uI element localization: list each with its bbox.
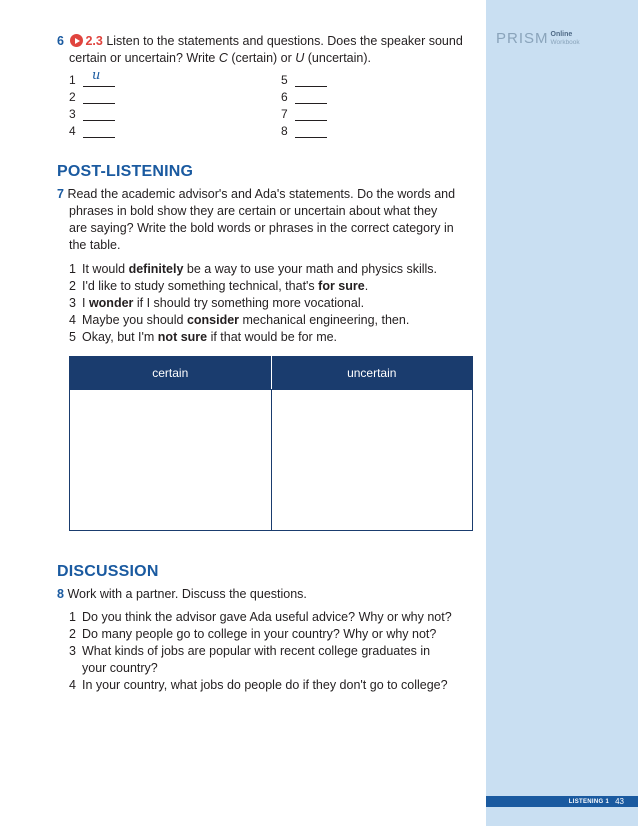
handwritten-answer: u	[92, 68, 101, 83]
column-header-certain: certain	[70, 357, 272, 390]
answer-blank[interactable]: 3	[69, 107, 115, 121]
column-header-uncertain: uncertain	[271, 357, 473, 390]
play-audio-icon[interactable]	[70, 34, 83, 47]
statements-list	[69, 261, 469, 346]
list-item: 3 I wonder if I should try something more vocational.	[69, 296, 365, 310]
uncertain-answer-cell[interactable]	[271, 390, 473, 531]
logo-online-text: Online	[550, 31, 573, 38]
list-item: 3 What kinds of jobs are popular with recent college graduates in your country?	[69, 644, 431, 675]
task-number: 8	[57, 587, 64, 601]
category-table	[69, 356, 473, 531]
answer-blank[interactable]: 2	[69, 90, 115, 104]
right-sidebar	[486, 0, 638, 826]
footer-section-label: LISTENING 1	[568, 798, 610, 805]
answer-blank[interactable]: 6	[281, 90, 327, 104]
page-number: 43	[615, 797, 624, 806]
discussion-heading: DISCUSSION	[57, 563, 159, 580]
post-listening-heading: POST-LISTENING	[57, 163, 194, 180]
task-7-instruction: 7 Read the academic advisor's and Ada's statements. Do the words and phrases in bold show they are certain or uncertain about what they are saying? Write the bold words or phrases in the correct category in the table.	[57, 187, 456, 252]
list-item: 1 It would definitely be a way to use your math and physics skills.	[69, 262, 438, 276]
list-item: 1 Do you think the advisor gave Ada useful advice? Why or why not?	[69, 610, 452, 624]
list-item: 4 In your country, what jobs do people do if they don't go to college?	[69, 678, 448, 692]
task-number: 6	[57, 34, 64, 48]
task-6-instruction: 6 2.3 Listen to the statements and questions. Does the speaker sound certain or uncertain? Write C (certain) or U (uncertain).	[57, 34, 463, 65]
answer-blank[interactable]: 1 u	[69, 73, 115, 87]
answer-blank[interactable]: 4	[69, 124, 115, 138]
answer-blank[interactable]: 7	[281, 107, 327, 121]
logo-workbook-text: Workbook	[550, 39, 580, 46]
list-item: 2 I'd like to study something technical, that's for sure.	[69, 279, 369, 293]
list-item: 4 Maybe you should consider mechanical engineering, then.	[69, 313, 410, 327]
logo-main-text: PRISM	[496, 30, 549, 47]
list-item: 2 Do many people go to college in your country? Why or why not?	[69, 627, 437, 641]
prism-logo	[496, 30, 580, 48]
answer-blank[interactable]: 5	[281, 73, 327, 87]
task-number: 7	[57, 187, 64, 201]
answer-blank[interactable]: 8	[281, 124, 327, 138]
discussion-questions	[69, 609, 469, 694]
task-8-instruction: 8 Work with a partner. Discuss the questions.	[57, 587, 307, 601]
list-item: 5 Okay, but I'm not sure if that would be for me.	[69, 330, 338, 344]
footer-bar	[486, 796, 638, 807]
certain-answer-cell[interactable]	[70, 390, 272, 531]
audio-track-label[interactable]: 2.3	[85, 34, 103, 48]
